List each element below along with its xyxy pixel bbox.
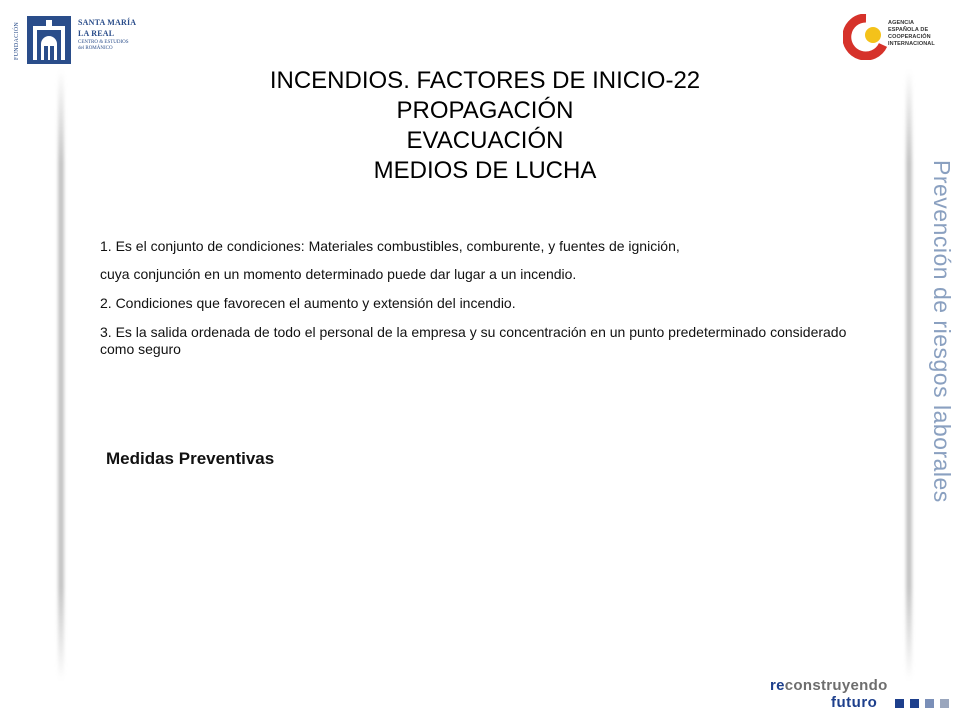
title-line-4: MEDIOS DE LUCHA <box>373 157 597 184</box>
logo-subtitle: CENTRO & ESTUDIOS del ROMÁNICO <box>78 40 129 51</box>
brand-square-3 <box>925 699 934 708</box>
brand-line-1 <box>770 677 888 694</box>
logo-name-line1: SANTA MARÍA <box>78 18 137 27</box>
church-emblem-icon <box>27 16 71 64</box>
agency-name: AGENCIA ESPAÑOLA DE COOPERACIÓN INTERNACIONAL <box>888 20 935 47</box>
brand-square-1 <box>895 699 904 708</box>
definition-2: 2. Condiciones que favorecen el aumento y extensión del incendio. <box>100 295 516 311</box>
logo-vertical-text: FUNDACIÓN <box>14 21 20 61</box>
reconstruyendo-futuro-brand <box>770 677 950 717</box>
brand-square-2 <box>910 699 919 708</box>
definition-1-line-2: cuya conjunción en un momento determinado puede dar lugar a un incendio. <box>100 266 577 282</box>
section-heading: Medidas Preventivas <box>106 449 275 468</box>
brand-square-4 <box>940 699 949 708</box>
slide-title <box>140 66 830 186</box>
left-divider-line <box>58 70 64 680</box>
side-caption: Prevención de riesgos laborales <box>929 160 955 503</box>
aecid-circle-icon <box>843 14 889 60</box>
logo-name-line2: LA REAL <box>78 29 115 38</box>
santa-maria-la-real-logo <box>14 12 137 66</box>
aecid-logo <box>843 14 953 64</box>
title-line-3: EVACUACIÓN <box>406 127 564 154</box>
brand-re: re <box>770 677 785 694</box>
title-line-1: INCENDIOS. FACTORES DE INICIO-22 <box>269 67 701 94</box>
brand-futuro: futuro <box>831 694 878 711</box>
right-divider-line <box>906 70 912 680</box>
title-line-2: PROPAGACIÓN <box>396 97 574 124</box>
brand-construyendo: construyendo <box>784 677 888 694</box>
definition-3: 3. Es la salida ordenada de todo el personal de la empresa y su concentración en un punto predeterminado considerado como seguro <box>100 324 847 357</box>
definition-1-line-1: 1. Es el conjunto de condiciones: Materiales combustibles, comburente, y fuentes de ignición, <box>100 238 680 254</box>
